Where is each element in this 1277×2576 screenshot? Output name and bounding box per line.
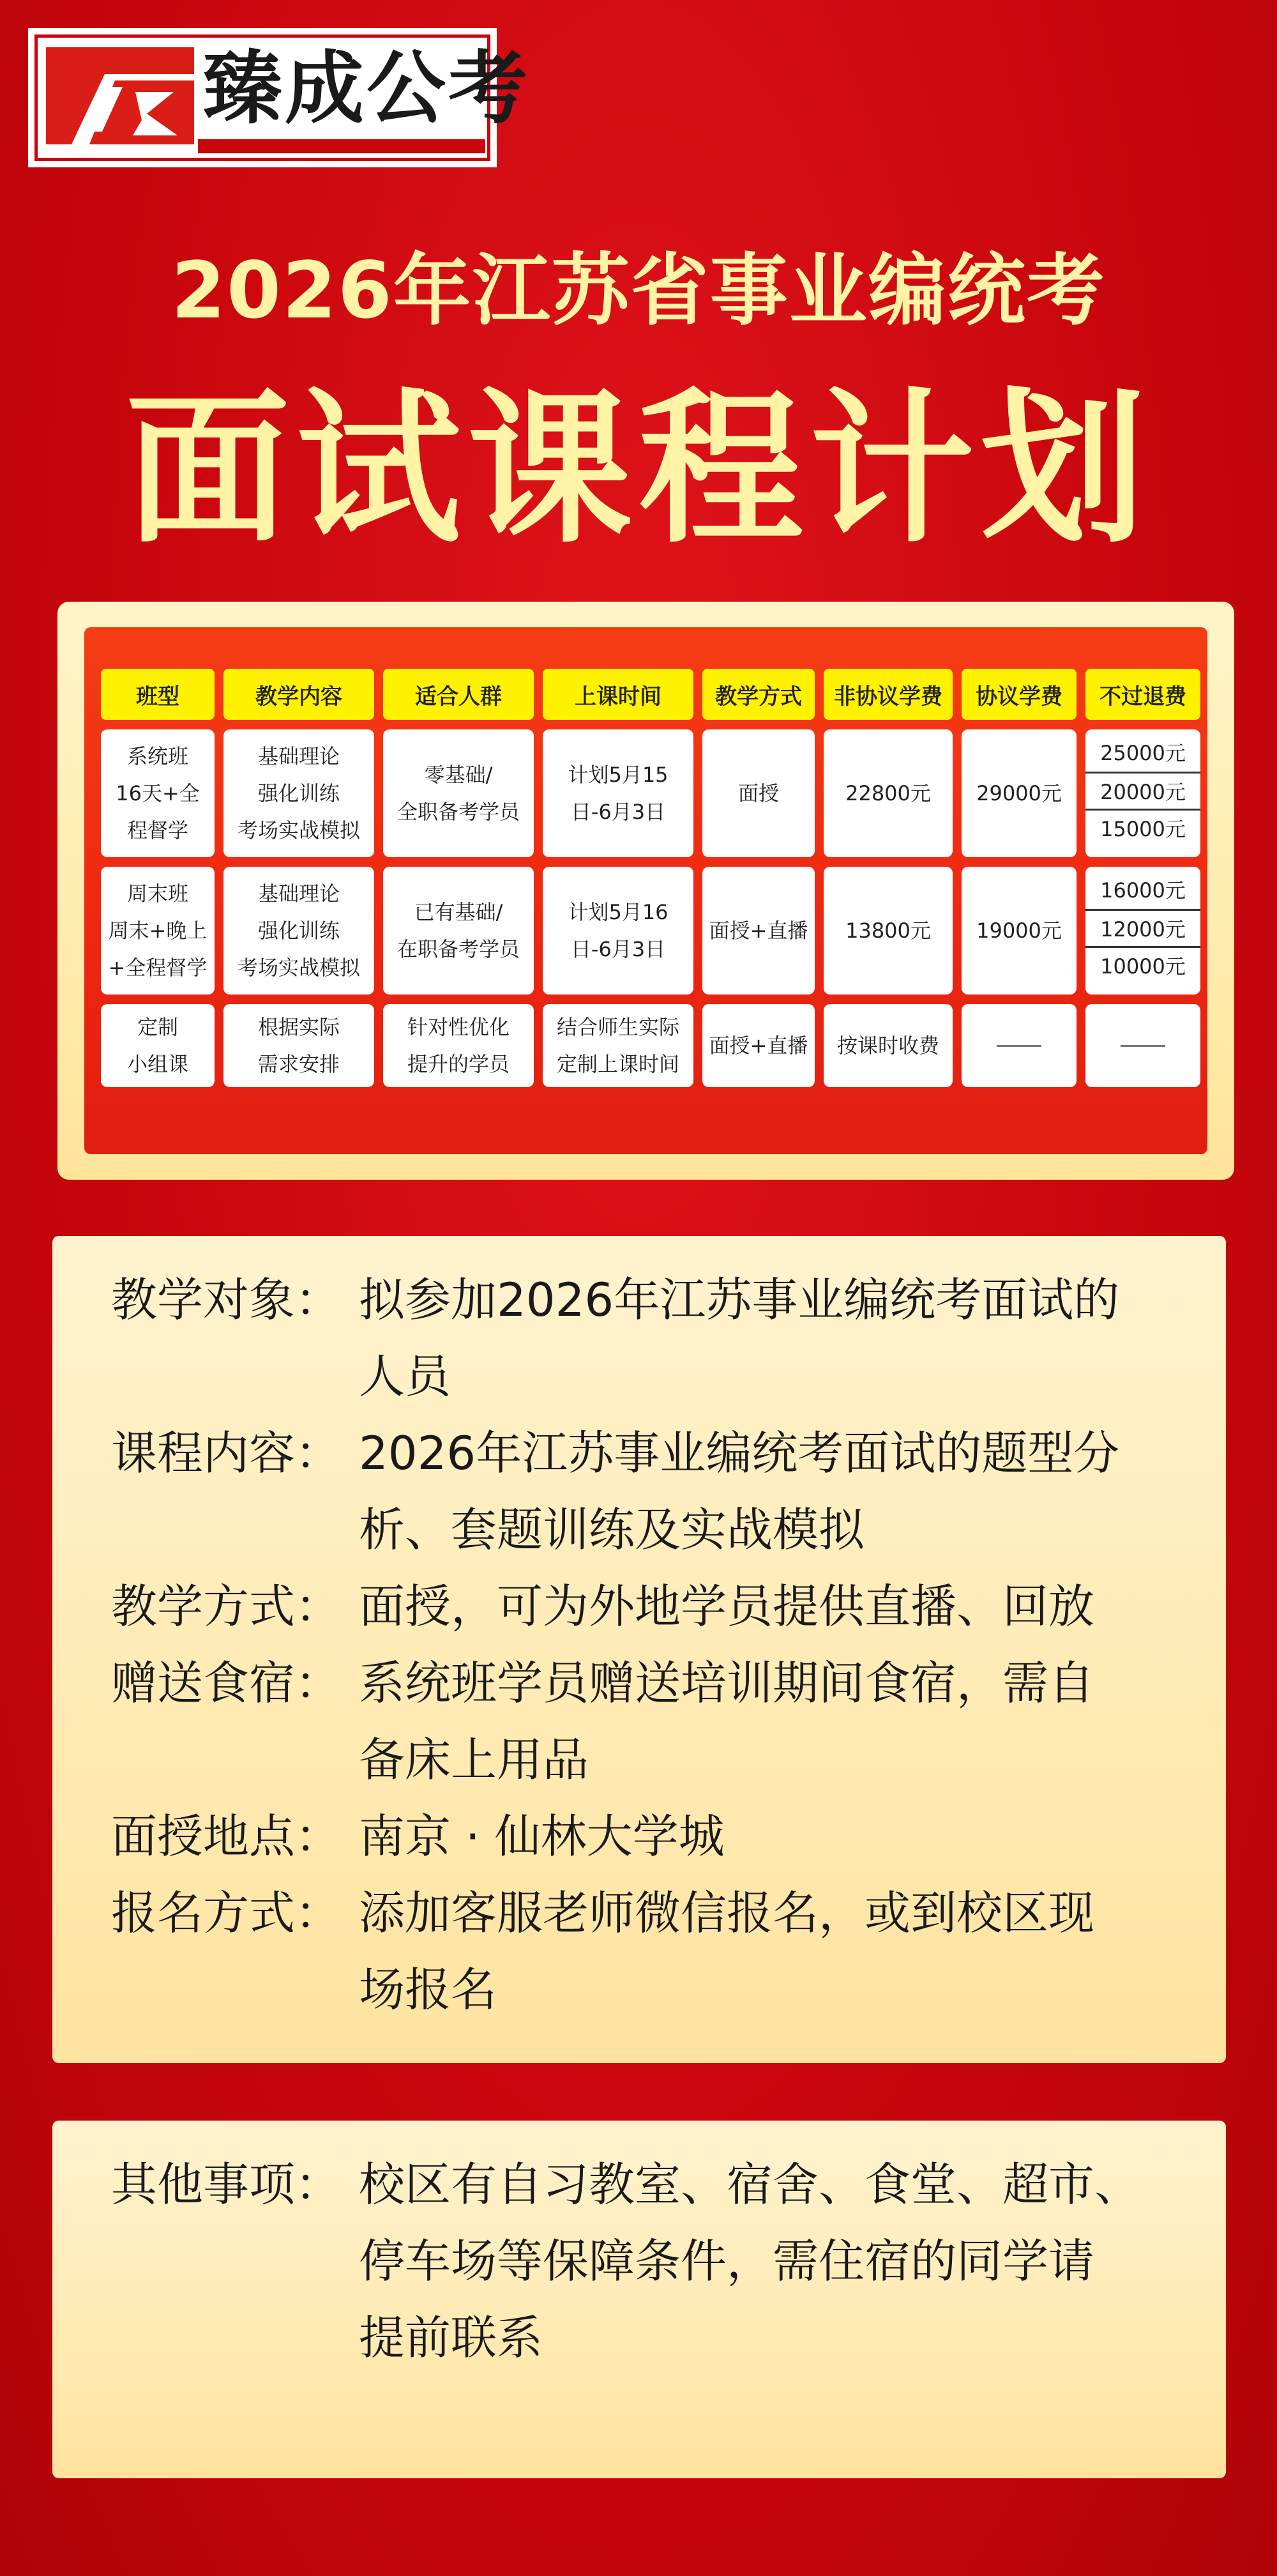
page-subtitle: 2026年江苏省事业编统考 xyxy=(171,245,1106,336)
table-cell-audience: 针对性优化 提升的学员 xyxy=(383,1004,534,1087)
info-value: 面授，可为外地学员提供直播、回放 xyxy=(359,1580,1095,1633)
brand-logo xyxy=(28,28,531,167)
course-table-card xyxy=(57,602,1234,1180)
table-cell-time: 结合师生实际 定制上课时间 xyxy=(543,1004,693,1087)
page-title: 面试课程计划 xyxy=(125,374,1152,565)
logo-mark-icon xyxy=(46,42,194,149)
info-label: 赠送食宿： xyxy=(111,1656,342,1710)
table-cell-content: 基础理论 强化训练 考场实战模拟 xyxy=(223,729,374,857)
info-label: 课程内容： xyxy=(111,1426,342,1480)
header-cell: 协议学费 xyxy=(962,669,1077,720)
table-cell-method: 面授+直播 xyxy=(702,1004,815,1087)
info-label: 面授地点： xyxy=(111,1810,342,1863)
header-cell: 非协议学费 xyxy=(824,669,953,720)
info-value: 校区有自习教室、宿舍、食堂、超市、 停车场等保障条件，需住宿的同学请 提前联系 xyxy=(359,2158,1141,2365)
table-cell-content: 基础理论 强化训练 考场实战模拟 xyxy=(223,867,374,995)
info-value: 添加客服老师微信报名，或到校区现 场报名 xyxy=(359,1886,1095,2016)
table-cell-refund xyxy=(1085,729,1200,857)
info-row xyxy=(111,1415,1197,1568)
info-row xyxy=(111,1875,1197,2028)
table-cell-fee: 13800元 xyxy=(824,867,953,995)
table-cell-fee: 22800元 xyxy=(824,729,953,857)
course-info-box xyxy=(52,1236,1226,2063)
table-cell-method: 面授 xyxy=(702,729,815,857)
table-cell-type: 周末班 周末+晚上 +全程督学 xyxy=(101,867,215,995)
header-cell: 教学方式 xyxy=(702,669,815,720)
info-row xyxy=(111,1798,1197,1875)
refund-tier: 10000元 xyxy=(1085,946,1200,983)
table-cell-type: 定制 小组课 xyxy=(101,1004,215,1087)
dash-placeholder xyxy=(997,1045,1041,1047)
refund-tier: 12000元 xyxy=(1085,909,1200,946)
refund-tier: 15000元 xyxy=(1085,809,1200,846)
info-row xyxy=(111,1568,1197,1645)
info-row xyxy=(111,2146,1197,2376)
info-row xyxy=(111,1645,1197,1798)
table-cell-time: 计划5月15 日-6月3日 xyxy=(543,729,693,857)
info-value: 系统班学员赠送培训期间食宿，需自 备床上用品 xyxy=(359,1656,1095,1787)
table-cell-content: 根据实际 需求安排 xyxy=(223,1004,374,1087)
table-cell-audience: 已有基础/ 在职备考学员 xyxy=(383,867,534,995)
table-cell-agreement-fee-empty xyxy=(962,1004,1077,1087)
header-cell: 适合人群 xyxy=(383,669,534,720)
info-value: 拟参加2026年江苏事业编统考面试的 人员 xyxy=(359,1273,1120,1403)
header-cell: 教学内容 xyxy=(223,669,374,720)
table-cell-time: 计划5月16 日-6月3日 xyxy=(543,867,693,995)
info-label: 教学对象： xyxy=(111,1273,342,1327)
table-cell-refund-empty xyxy=(1085,1004,1200,1087)
brand-name: 臻成公考 xyxy=(203,43,531,135)
info-label: 教学方式： xyxy=(111,1580,342,1633)
logo-bar xyxy=(198,139,485,153)
dash-placeholder xyxy=(1121,1045,1165,1047)
info-value: 2026年江苏事业编统考面试的题型分 析、套题训练及实战模拟 xyxy=(359,1426,1120,1557)
course-table xyxy=(84,627,1207,1154)
table-cell-refund xyxy=(1085,867,1200,995)
refund-tier: 20000元 xyxy=(1085,772,1200,809)
table-cell-fee: 按课时收费 xyxy=(824,1004,953,1087)
other-info-box xyxy=(52,2121,1226,2478)
info-row xyxy=(111,1261,1197,1415)
table-cell-type: 系统班 16天+全 程督学 xyxy=(101,729,215,857)
header-cell: 上课时间 xyxy=(543,669,693,720)
info-label: 报名方式： xyxy=(111,1886,342,1940)
header-cell: 不过退费 xyxy=(1085,669,1200,720)
info-value: 南京 · 仙林大学城 xyxy=(359,1810,725,1863)
table-cell-agreement-fee: 19000元 xyxy=(962,867,1077,995)
info-label: 其他事项： xyxy=(111,2158,342,2211)
table-cell-method: 面授+直播 xyxy=(702,867,815,995)
refund-tier: 16000元 xyxy=(1100,878,1186,903)
table-cell-agreement-fee: 29000元 xyxy=(962,729,1077,857)
table-cell-audience: 零基础/ 全职备考学员 xyxy=(383,729,534,857)
header-cell: 班型 xyxy=(101,669,215,720)
refund-tier: 25000元 xyxy=(1100,741,1186,765)
